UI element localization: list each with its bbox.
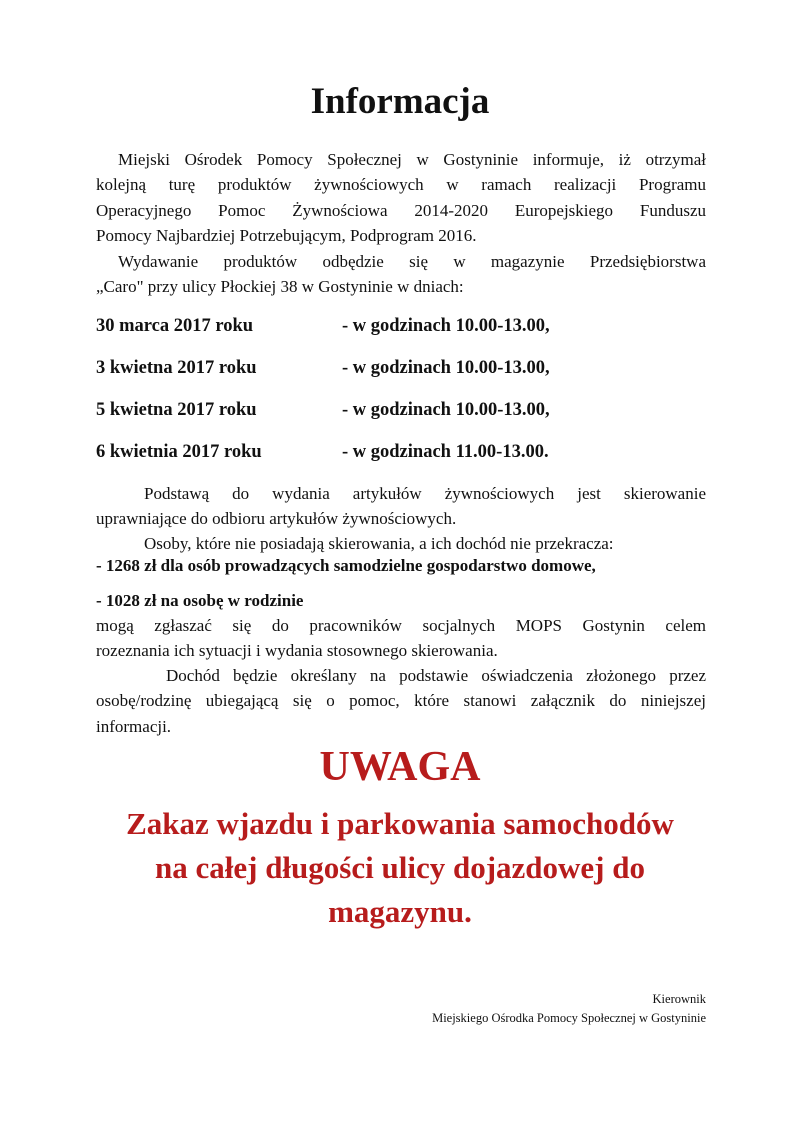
declaration-line: osobę/rodzinę ubiegającą się o pomoc, które stanowi załącznik do niniejszej [96,691,706,711]
declaration-line: Dochód będzie określany na podstawie oświadczenia złożonego przez [166,666,706,685]
declaration-paragraph [96,663,706,739]
signature-role: Kierownik [652,992,706,1006]
contact-line: rozeznania ich sytuacji i wydania stosownego skierowania. [96,641,498,661]
schedule-hours: - w godzinach 10.00-13.00, [342,316,550,336]
schedule-row [96,313,716,339]
document-title: Informacja [310,81,490,122]
schedule-date: 30 marca 2017 roku [96,316,254,336]
location-paragraph [96,249,706,300]
schedule-row [96,355,716,381]
intro-paragraph [96,147,706,248]
basis-paragraph [96,481,706,532]
schedule-hours: - w godzinach 10.00-13.00, [342,400,550,420]
schedule-hours: - w godzinach 10.00-13.00, [342,358,550,378]
basis-line: uprawniające do odbioru artykułów żywnościowych. [96,509,457,529]
schedule-date: 6 kwietnia 2017 roku [96,442,262,462]
income-intro: Osoby, które nie posiadają skierowania, a ich dochód nie przekracza: [144,534,614,553]
signature-organization: Miejskiego Ośrodka Pomocy Społecznej w Gostyninie [432,1011,706,1025]
location-line: Wydawanie produktów odbędzie się w magazynie Przedsiębiorstwa [118,252,706,271]
contact-paragraph [96,613,706,664]
schedule-date: 5 kwietna 2017 roku [96,400,257,420]
declaration-line: informacji. [96,716,172,736]
intro-line: Pomocy Najbardziej Potrzebującym, Podprogram 2016. [96,225,477,245]
schedule-hours: - w godzinach 11.00-13.00. [342,442,549,462]
schedule-date: 3 kwietna 2017 roku [96,358,257,378]
signature-block [432,990,706,1028]
basis-line: Podstawą do wydania artykułów żywnościowych jest skierowanie [144,484,706,503]
warning-line: Zakaz wjazdu i parkowania samochodów [126,806,674,841]
warning-title: UWAGA [319,744,481,790]
contact-line: mogą zgłaszać się do pracowników socjalnych MOPS Gostynin celem [96,616,706,635]
income-family: - 1028 zł na osobę w rodzinie [96,591,304,610]
schedule-row [96,439,716,465]
location-line: „Caro" przy ulicy Płockiej 38 w Gostyninie w dniach: [96,277,464,297]
warning-line: na całej długości ulicy dojazdowej do [155,850,645,885]
warning-message [80,802,720,934]
intro-line: Miejski Ośrodek Pomocy Społecznej w Gostyninie informuje, iż otrzymał [118,150,706,169]
schedule-row [96,397,716,423]
warning-line: magazynu. [328,894,472,929]
intro-line: Operacyjnego Pomoc Żywnościowa 2014-2020 Europejskiego Funduszu [96,200,706,220]
intro-line: kolejną turę produktów żywnościowych w ramach realizacji Programu [96,175,706,195]
income-single: - 1268 zł dla osób prowadzących samodzielne gospodarstwo domowe, [96,556,596,575]
